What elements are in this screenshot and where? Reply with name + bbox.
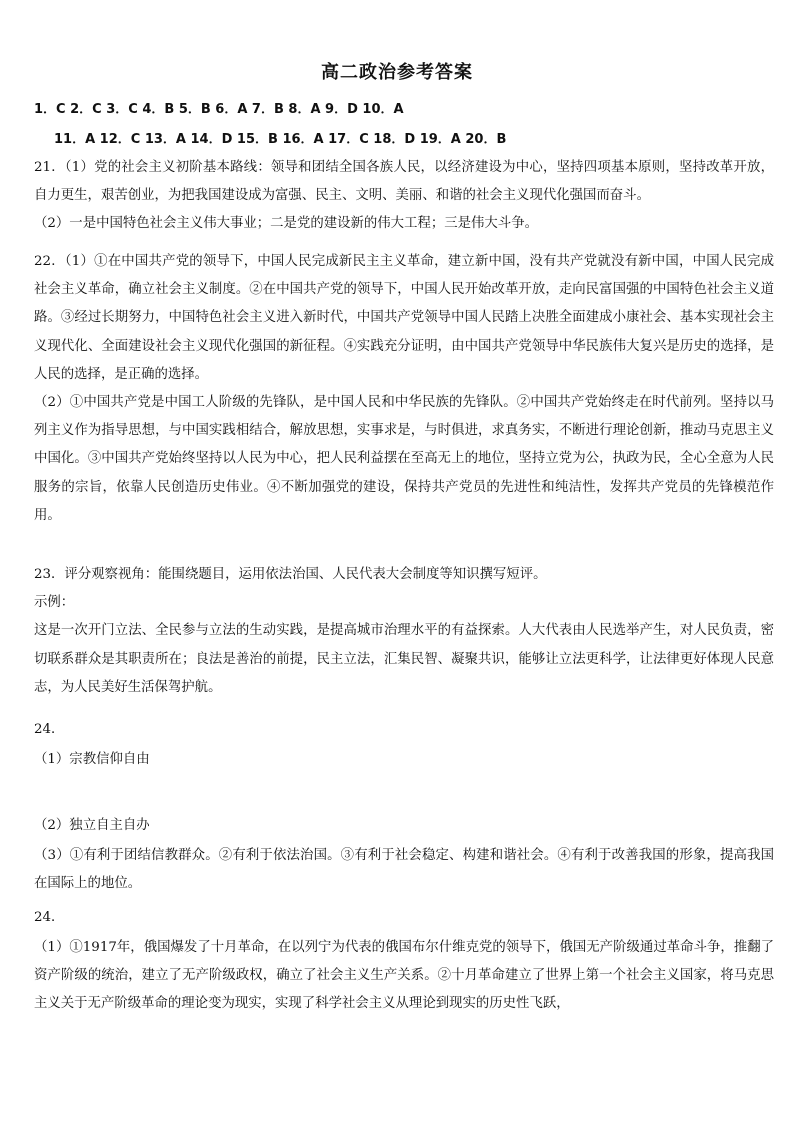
q24b-block <box>34 934 774 1019</box>
choice-answers-row-2: 11．A 12．C 13．A 14．D 15．B 16．A 17．C 18．D 19．A 20．B <box>54 132 507 147</box>
q23-criteria: 23．评分观察视角：能围绕题目，运用依法治国、人民代表大会制度等知识撰写短评。 <box>34 567 547 582</box>
q24b-number: 24． <box>34 910 65 925</box>
q24a-part-3: （3）①有利于团结信教群众。②有利于依法治国。③有利于社会稳定、构建和谐社会。④有利于改善我国的形象，提高我国在国际上的地位。 <box>34 848 774 892</box>
q22-part-2: （2）①中国共产党是中国工人阶级的先锋队，是中国人民和中华民族的先锋队。②中国共产党始终走在时代前列。坚持以马列主义作为指导思想，与中国实践相结合，解放思想，实事求是，与时俱进，求真务实，不断进行理论创新，推动马克思主义中国化。③中国共产党始终坚持以人民为中心，把人民利益摆在至高无上的地位，坚持立党为公，执政为民，全心全意为人民服务的宗旨，依靠人民创造历史伟业。④不断加强党的建设，保持共产党员的先进性和纯洁性，发挥共产党员的先锋模范作用。 <box>34 395 774 523</box>
q21-part-2: （2）一是中国特色社会主义伟大事业；二是党的建设新的伟大工程；三是伟大斗争。 <box>34 216 538 232</box>
question-21 <box>34 154 774 239</box>
question-23 <box>34 561 774 702</box>
question-22 <box>34 248 774 530</box>
q24a-part-3-block <box>34 842 774 898</box>
q24a-number: 24． <box>34 722 65 737</box>
q23-example-label: 示例： <box>34 595 75 611</box>
q24b-part-1: （1）①1917年，俄国爆发了十月革命，在以列宁为代表的俄国布尔什维克党的领导下，俄国无产阶级通过革命斗争，推翻了资产阶级的统治，建立了无产阶级政权，确立了社会主义生产关系。②十月革命建立了世界上第一个社会主义国家，将马克思主义关于无产阶级革命的理论变为现实，实现了科学社会主义从理论到现实的历史性飞跃， <box>34 940 774 1012</box>
q23-example-text: 这是一次开门立法、全民参与立法的生动实践，是提高城市治理水平的有益探索。人大代表由人民选举产生，对人民负责，密切联系群众是其职责所在；良法是善治的前提，民主立法，汇集民智、凝聚共识，能够让立法更科学，让法律更好体现人民意志，为人民美好生活保驾护航。 <box>34 623 774 695</box>
q24a-part-2: （2）独立自主自办 <box>34 818 150 833</box>
q24a-part-1: （1）宗教信仰自由 <box>34 752 150 767</box>
q21-part-1: 21．（1）党的社会主义初阶基本路线：领导和团结全国各族人民，以经济建设为中心，坚持四项基本原则，坚持改革开放，自力更生，艰苦创业，为把我国建设成为富强、民主、文明、美丽、和谐的社会主义现代化强国而奋斗。 <box>34 160 774 204</box>
choice-answers-row-1: 1．C 2．C 3．C 4．B 5．B 6．A 7．B 8．A 9．D 10．A <box>34 102 404 117</box>
page-title: 高二政治参考答案 <box>321 62 473 83</box>
q22-part-1: 22．（1）①在中国共产党的领导下，中国人民完成新民主主义革命，建立新中国，没有共产党就没有新中国，中国人民完成社会主义革命，确立社会主义制度。②在中国共产党的领导下，中国人民开始改革开放，走向民富国强的中国特色社会主义道路。③经过长期努力，中国特色社会主义进入新时代，中国共产党领导中国人民踏上决胜全面建成小康社会、基本实现社会主义现代化、全面建设社会主义现代化强国的新征程。④实践充分证明，由中国共产党领导中华民族伟大复兴是历史的选择，是人民的选择，是正确的选择。 <box>34 254 774 382</box>
